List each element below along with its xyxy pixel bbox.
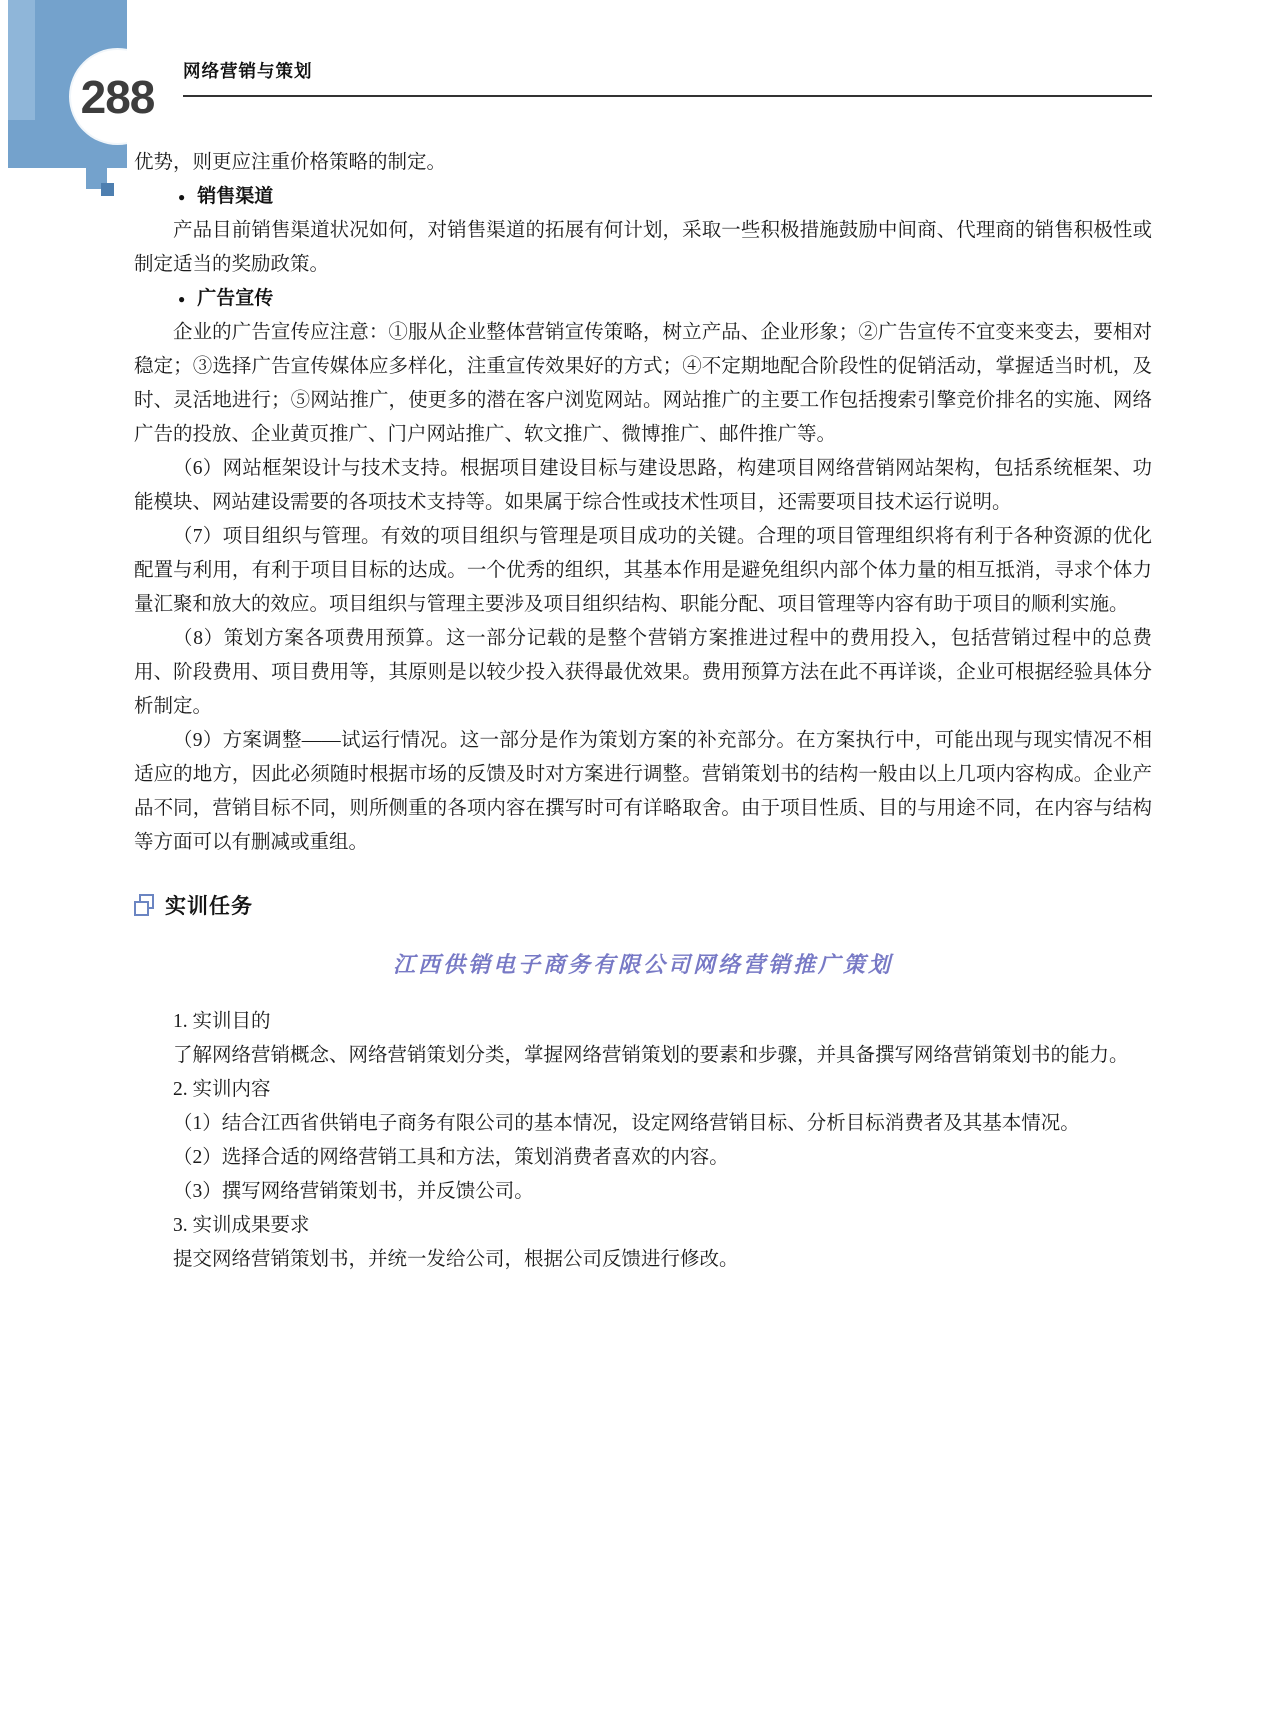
page-number-badge (71, 50, 164, 143)
bullet-label: 广告宣传 (197, 288, 274, 309)
page-content (134, 146, 1152, 1277)
bullet-icon: ● (178, 292, 186, 306)
training-text: （1）结合江西省供销电子商务有限公司的基本情况，设定网络营销目标、分析目标消费者及其基本情况。 (173, 1113, 1080, 1134)
paragraph-item-7: （7）项目组织与管理。有效的项目组织与管理是项目成功的关键。合理的项目管理组织将有利于各种资源的优化配置与利用，有利于项目目标的达成。一个优秀的组织，其基本作用是避免组织内部个体力量的相互抵消，寻求个体力量汇聚和放大的效应。项目组织与管理主要涉及项目组织结构、职能分配、项目管理等内容有助于项目的顺利实施。 (134, 526, 1152, 615)
training-text: 提交网络营销策划书，并统一发给公司，根据公司反馈进行修改。 (173, 1249, 739, 1270)
training-heading-2: 2. 实训内容 (173, 1079, 271, 1100)
page-header (183, 58, 1152, 97)
paragraph-item-9: （9）方案调整——试运行情况。这一部分是作为策划方案的补充部分。在方案执行中，可能出现与现实情况不相适应的地方，因此必须随时根据市场的反馈及时对方案进行调整。营销策划书的结构一般由以上几项内容构成。企业产品不同，营销目标不同，则所侧重的各项内容在撰写时可有详略取舍。由于项目性质、目的与用途不同，在内容与结构等方面可以有删减或重组。 (134, 730, 1152, 853)
bullet-item-advertising (134, 282, 1152, 316)
section-title: 实训任务 (165, 895, 253, 918)
paragraph: 产品目前销售渠道状况如何，对销售渠道的拓展有何计划，采取一些积极措施鼓励中间商、代理商的销售积极性或制定适当的奖励政策。 (134, 220, 1152, 275)
training-text: （3）撰写网络营销策划书，并反馈公司。 (173, 1181, 534, 1202)
case-title: 江西供销电子商务有限公司网络营销推广策划 (392, 952, 893, 977)
paragraph: 企业的广告宣传应注意：①服从企业整体营销宣传策略，树立产品、企业形象；②广告宣传不宜变来变去，要相对稳定；③选择广告宣传媒体应多样化，注重宣传效果好的方式；④不定期地配合阶段性的促销活动，掌握适当时机，及时、灵活地进行；⑤网站推广，使更多的潜在客户浏览网站。网站推广的主要工作包括搜索引擎竞价排名的实施、网络广告的投放、企业黄页推广、门户网站推广、软文推广、微博推广、邮件推广等。 (134, 322, 1152, 445)
book-title: 网络营销与策划 (183, 61, 313, 81)
bullet-item-sales-channel (134, 180, 1152, 214)
training-heading-3: 3. 实训成果要求 (173, 1215, 310, 1236)
paragraph-item-8: （8）策划方案各项费用预算。这一部分记载的是整个营销方案推进过程中的费用投入，包括营销过程中的总费用、阶段费用、项目费用等，其原则是以较少投入获得最优效果。费用预算方法在此不再详谈，企业可根据经验具体分析制定。 (134, 628, 1152, 717)
icon-square-front (134, 901, 149, 916)
paragraph-item-6: （6）网站框架设计与技术支持。根据项目建设目标与建设思路，构建项目网络营销网站架构，包括系统框架、功能模块、网站建设需要的各项技术支持等。如果属于综合性或技术性项目，还需要项目技术运行说明。 (134, 458, 1152, 513)
section-heading (134, 890, 1152, 920)
paragraph-continuation: 优势，则更应注重价格策略的制定。 (134, 152, 447, 173)
corner-square-tiny (101, 183, 114, 196)
training-text: 了解网络营销概念、网络营销策划分类，掌握网络营销策划的要素和步骤，并具备撰写网络营销策划书的能力。 (173, 1045, 1129, 1066)
training-heading-1: 1. 实训目的 (173, 1011, 271, 1032)
bullet-icon: ● (178, 190, 186, 204)
page-number: 288 (80, 70, 155, 123)
training-text: （2）选择合适的网络营销工具和方法，策划消费者喜欢的内容。 (173, 1147, 729, 1168)
overlapping-squares-icon (134, 894, 154, 916)
corner-blue-strip (8, 0, 35, 120)
bullet-label: 销售渠道 (197, 186, 274, 207)
